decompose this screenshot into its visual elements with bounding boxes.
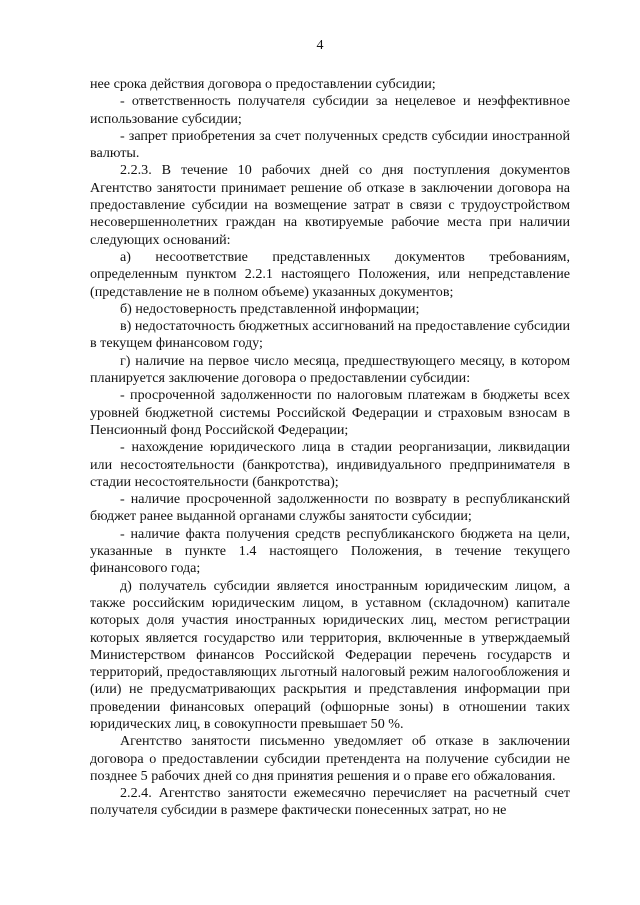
- paragraph: Агентство занятости письменно уведомляет об отказе в заключении договора о предоставлении субсидии претендента на получение субсидии не позднее 5 рабочих дней со дня принятия решения и о праве его обжалования.: [90, 733, 570, 784]
- paragraph: д) получатель субсидии является иностранным юридическим лицом, а также российским юридическим лицом, в уставном (складочном) капитале которых доля участия иностранных юридических лиц, местом регистрации которых является государство или территория, включенные в утверждаемый Министерством финансов Российской Федерации перечень государств и территорий, предоставляющих льготный налоговый режим налогообложения и (или) не предусматривающих раскрытия и представления информации при проведении финансовых операций (офшорные зоны) в отношении таких юридических лиц, в совокупности превышает 50 %.: [90, 577, 570, 732]
- paragraph: - ответственность получателя субсидии за нецелевое и неэффективное использование субсидии;: [90, 93, 570, 127]
- paragraph: - наличие просроченной задолженности по возврату в республиканский бюджет ранее выданной органами службы занятости субсидии;: [90, 491, 570, 525]
- paragraph: - наличие факта получения средств республиканского бюджета на цели, указанные в пункте 1.4 настоящего Положения, в течение текущего финансового года;: [90, 525, 570, 577]
- paragraph: - запрет приобретения за счет полученных средств субсидии иностранной валюты.: [90, 127, 570, 162]
- paragraph: нее срока действия договора о предоставлении субсидии;: [90, 76, 436, 92]
- paragraph: в) недостаточность бюджетных ассигнований на предоставление субсидии в текущем финансовом году;: [90, 318, 571, 352]
- page-number: 4: [316, 38, 324, 53]
- paragraph: - просроченной задолженности по налоговым платежам в бюджеты всех уровней бюджетной системы Российской Федерации и страховым взносам в Пенсионный фонд Российской Федерации;: [90, 387, 570, 438]
- paragraph: г) наличие на первое число месяца, предшествующего месяцу, в котором планируется заключение договора о предоставлении субсидии:: [90, 352, 570, 387]
- paragraph: 2.2.4. Агентство занятости ежемесячно перечисляет на расчетный счет получателя субсидии в размере фактически понесенных затрат, но не: [90, 785, 570, 819]
- body-text: [90, 76, 570, 820]
- paragraph: - нахождение юридического лица в стадии реорганизации, ликвидации или несостоятельности (банкротства), индивидуального предпринимателя в стадии несостоятельности (банкротства);: [90, 439, 570, 490]
- paragraph: а) несоответствие представленных документов требованиям, определенным пунктом 2.2.1 настоящего Положения, или непредставление (представление не в полном объеме) указанных документов;: [90, 248, 570, 300]
- paragraph: б) недостоверность представленной информации;: [120, 300, 420, 317]
- paragraph: 2.2.3. В течение 10 рабочих дней со дня поступления документов Агентство занятости принимает решение об отказе в заключении договора на предоставление субсидии на возмещение затрат в связи с трудоустройством несовершеннолетних граждан на квотируемые рабочие места при наличии следующих оснований:: [90, 162, 570, 248]
